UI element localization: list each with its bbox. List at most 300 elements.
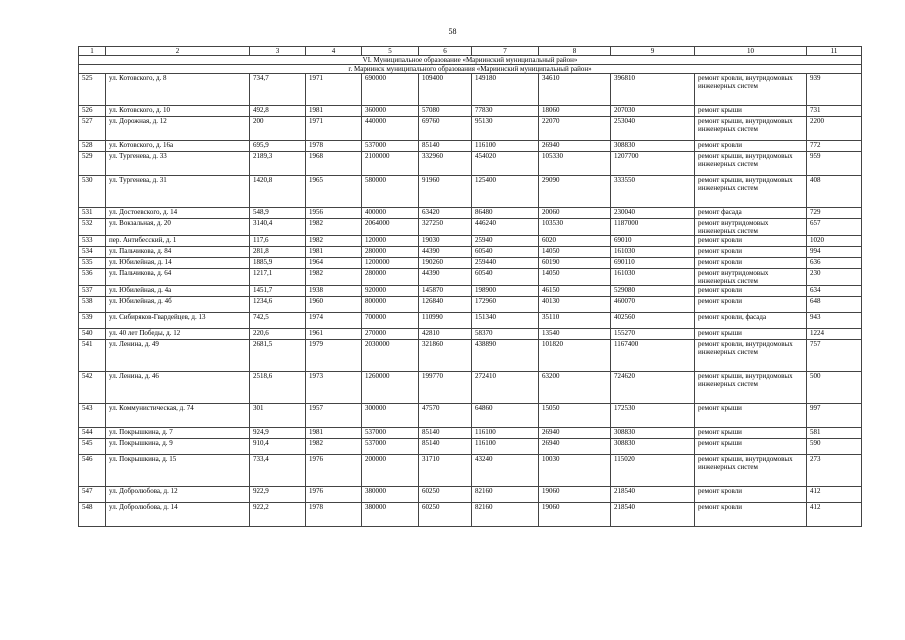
address: ул. Котовского, д. 8: [106, 74, 250, 106]
col-num: 8: [539, 47, 611, 56]
year-built: 1982: [306, 269, 362, 286]
cost-col-7: 151340: [472, 313, 539, 329]
row-number: 536: [79, 269, 106, 286]
cost-col-9: 1187000: [611, 219, 695, 236]
cost-per-unit: 959: [807, 152, 862, 176]
repair-type: ремонт внутридомовых инженерных систем: [695, 269, 807, 286]
area: 548,9: [250, 208, 306, 219]
cost-col-8: 13540: [539, 329, 611, 340]
year-built: 1976: [306, 487, 362, 503]
area: 492,8: [250, 106, 306, 117]
cost-col-8: 101820: [539, 340, 611, 372]
cost-per-unit: 412: [807, 487, 862, 503]
cost-col-7: 259440: [472, 258, 539, 269]
repair-type: ремонт крыши, внутридомовых инженерных систем: [695, 117, 807, 141]
cost-col-9: 402560: [611, 313, 695, 329]
total-cost: 800000: [362, 297, 419, 313]
year-built: 1982: [306, 219, 362, 236]
cost-col-7: 64860: [472, 404, 539, 428]
year-built: 1971: [306, 74, 362, 106]
total-cost: 700000: [362, 313, 419, 329]
cost-per-unit: 273: [807, 455, 862, 487]
cost-col-8: 29090: [539, 176, 611, 208]
cost-col-9: 172530: [611, 404, 695, 428]
cost-col-8: 10030: [539, 455, 611, 487]
table-row: [79, 340, 862, 372]
address: ул. Юбилейная, д. 4а: [106, 286, 250, 297]
address: ул. Пальчикова, д. 64: [106, 269, 250, 286]
column-number-row: [79, 47, 862, 56]
row-number: 541: [79, 340, 106, 372]
row-number: 529: [79, 152, 106, 176]
row-number: 543: [79, 404, 106, 428]
cost-col-8: 18060: [539, 106, 611, 117]
cost-col-7: 58370: [472, 329, 539, 340]
year-built: 1974: [306, 313, 362, 329]
cost-col-9: 161030: [611, 247, 695, 258]
cost-col-8: 35110: [539, 313, 611, 329]
repair-type: ремонт кровли, внутридомовых инженерных систем: [695, 74, 807, 106]
cost-col-7: 125400: [472, 176, 539, 208]
repair-type: ремонт крыши: [695, 106, 807, 117]
cost-per-unit: 648: [807, 297, 862, 313]
cost-col-8: 46150: [539, 286, 611, 297]
table-row: [79, 208, 862, 219]
cost-per-unit: 757: [807, 340, 862, 372]
address: ул. 40 лет Победы, д. 12: [106, 329, 250, 340]
year-built: 1973: [306, 372, 362, 404]
year-built: 1981: [306, 428, 362, 439]
col-num: 1: [79, 47, 106, 56]
total-cost: 200000: [362, 455, 419, 487]
cost-col-9: 230040: [611, 208, 695, 219]
cost-col-6: 42810: [419, 329, 472, 340]
table-row: [79, 487, 862, 503]
col-num: 9: [611, 47, 695, 56]
table-row: [79, 503, 862, 527]
subsection-title: г. Мариинск муниципального образования «Мариинский муниципальный район»: [79, 65, 862, 74]
row-number: 527: [79, 117, 106, 141]
address: ул. Пальчикова, д. 84: [106, 247, 250, 258]
address: ул. Тургенева, д. 31: [106, 176, 250, 208]
area: 695,9: [250, 141, 306, 152]
table-row: [79, 236, 862, 247]
cost-col-8: 14050: [539, 247, 611, 258]
repair-type: ремонт кровли: [695, 286, 807, 297]
cost-col-7: 77830: [472, 106, 539, 117]
cost-col-9: 161030: [611, 269, 695, 286]
col-num: 11: [807, 47, 862, 56]
col-num: 5: [362, 47, 419, 56]
address: ул. Добролюбова, д. 12: [106, 487, 250, 503]
cost-col-9: 308830: [611, 141, 695, 152]
table-row: [79, 247, 862, 258]
cost-col-9: 115020: [611, 455, 695, 487]
cost-col-6: 85140: [419, 428, 472, 439]
cost-col-6: 145870: [419, 286, 472, 297]
cost-col-7: 116100: [472, 439, 539, 455]
row-number: 539: [79, 313, 106, 329]
cost-col-9: 396810: [611, 74, 695, 106]
table-row: [79, 176, 862, 208]
address: ул. Сибиряков-Гвардейцев, д. 13: [106, 313, 250, 329]
total-cost: 2064000: [362, 219, 419, 236]
page-number: 58: [448, 27, 457, 36]
year-built: 1938: [306, 286, 362, 297]
year-built: 1978: [306, 141, 362, 152]
year-built: 1965: [306, 176, 362, 208]
cost-col-8: 34610: [539, 74, 611, 106]
cost-col-7: 198900: [472, 286, 539, 297]
address: пер. Антибесский, д. 1: [106, 236, 250, 247]
cost-col-9: 155270: [611, 329, 695, 340]
cost-col-7: 454020: [472, 152, 539, 176]
row-number: 538: [79, 297, 106, 313]
area: 2189,3: [250, 152, 306, 176]
repair-type: ремонт крыши, внутридомовых инженерных систем: [695, 152, 807, 176]
area: 117,6: [250, 236, 306, 247]
row-number: 537: [79, 286, 106, 297]
cost-col-9: 529080: [611, 286, 695, 297]
cost-col-7: 25940: [472, 236, 539, 247]
cost-col-7: 86480: [472, 208, 539, 219]
cost-per-unit: 634: [807, 286, 862, 297]
cost-col-7: 149180: [472, 74, 539, 106]
cost-col-6: 109400: [419, 74, 472, 106]
cost-per-unit: 1224: [807, 329, 862, 340]
address: ул. Добролюбова, д. 14: [106, 503, 250, 527]
table-row: [79, 152, 862, 176]
area: 922,2: [250, 503, 306, 527]
repair-type: ремонт кровли: [695, 297, 807, 313]
total-cost: 2030000: [362, 340, 419, 372]
total-cost: 2100000: [362, 152, 419, 176]
table-row: [79, 329, 862, 340]
year-built: 1981: [306, 106, 362, 117]
cost-col-7: 172960: [472, 297, 539, 313]
area: 301: [250, 404, 306, 428]
address: ул. Юбилейная, д. 14: [106, 258, 250, 269]
table-row: [79, 141, 862, 152]
row-number: 532: [79, 219, 106, 236]
row-number: 548: [79, 503, 106, 527]
cost-col-7: 60540: [472, 247, 539, 258]
row-number: 546: [79, 455, 106, 487]
cost-per-unit: 657: [807, 219, 862, 236]
area: 200: [250, 117, 306, 141]
repair-type: ремонт крыши: [695, 428, 807, 439]
cost-col-9: 69010: [611, 236, 695, 247]
col-num: 6: [419, 47, 472, 56]
cost-col-9: 333550: [611, 176, 695, 208]
area: 1420,8: [250, 176, 306, 208]
table-row: [79, 428, 862, 439]
table-row: [79, 117, 862, 141]
repair-type: ремонт кровли, внутридомовых инженерных систем: [695, 340, 807, 372]
table-row: [79, 372, 862, 404]
total-cost: 380000: [362, 503, 419, 527]
cost-col-8: 19060: [539, 503, 611, 527]
cost-col-7: 116100: [472, 428, 539, 439]
repair-type: ремонт крыши: [695, 329, 807, 340]
address: ул. Тургенева, д. 33: [106, 152, 250, 176]
total-cost: 537000: [362, 141, 419, 152]
cost-col-9: 308830: [611, 428, 695, 439]
table-row: [79, 106, 862, 117]
row-number: 535: [79, 258, 106, 269]
cost-per-unit: 581: [807, 428, 862, 439]
col-num: 2: [106, 47, 250, 56]
area: 2681,5: [250, 340, 306, 372]
address: ул. Покрышкина, д. 7: [106, 428, 250, 439]
area: 733,4: [250, 455, 306, 487]
cost-col-8: 105330: [539, 152, 611, 176]
area: 3140,4: [250, 219, 306, 236]
cost-col-7: 82160: [472, 487, 539, 503]
cost-col-8: 15050: [539, 404, 611, 428]
total-cost: 120000: [362, 236, 419, 247]
cost-col-6: 69760: [419, 117, 472, 141]
cost-col-8: 60190: [539, 258, 611, 269]
cost-col-6: 332960: [419, 152, 472, 176]
area: 281,8: [250, 247, 306, 258]
cost-per-unit: 1020: [807, 236, 862, 247]
cost-col-9: 724620: [611, 372, 695, 404]
total-cost: 280000: [362, 247, 419, 258]
repair-type: ремонт крыши, внутридомовых инженерных систем: [695, 455, 807, 487]
table-row: [79, 74, 862, 106]
col-num: 10: [695, 47, 807, 56]
cost-per-unit: 943: [807, 313, 862, 329]
area: 220,6: [250, 329, 306, 340]
cost-col-9: 308830: [611, 439, 695, 455]
address: ул. Покрышкина, д. 15: [106, 455, 250, 487]
address: ул. Котовского, д. 10: [106, 106, 250, 117]
total-cost: 580000: [362, 176, 419, 208]
cost-col-9: 460070: [611, 297, 695, 313]
cost-col-6: 31710: [419, 455, 472, 487]
cost-col-8: 26940: [539, 428, 611, 439]
cost-col-6: 327250: [419, 219, 472, 236]
cost-col-7: 95130: [472, 117, 539, 141]
row-number: 545: [79, 439, 106, 455]
address: ул. Дорожная, д. 12: [106, 117, 250, 141]
table-row: [79, 404, 862, 428]
address: ул. Вокзальная, д. 20: [106, 219, 250, 236]
cost-col-8: 14050: [539, 269, 611, 286]
table-row: [79, 439, 862, 455]
repair-type: ремонт крыши, внутридомовых инженерных систем: [695, 176, 807, 208]
table-row: [79, 297, 862, 313]
cost-col-8: 103530: [539, 219, 611, 236]
area: 734,7: [250, 74, 306, 106]
cost-col-9: 1167400: [611, 340, 695, 372]
address: ул. Ленина, д. 49: [106, 340, 250, 372]
row-number: 533: [79, 236, 106, 247]
cost-col-6: 321860: [419, 340, 472, 372]
address: ул. Юбилейная, д. 4б: [106, 297, 250, 313]
total-cost: 1260000: [362, 372, 419, 404]
year-built: 1957: [306, 404, 362, 428]
area: 1885,9: [250, 258, 306, 269]
area: 1234,6: [250, 297, 306, 313]
total-cost: 920000: [362, 286, 419, 297]
address: ул. Коммунистическая, д. 74: [106, 404, 250, 428]
table-row: [79, 286, 862, 297]
repair-type: ремонт кровли: [695, 258, 807, 269]
cost-col-8: 26940: [539, 439, 611, 455]
year-built: 1978: [306, 503, 362, 527]
cost-col-9: 218540: [611, 503, 695, 527]
cost-col-6: 85140: [419, 439, 472, 455]
table-row: [79, 313, 862, 329]
cost-col-7: 60540: [472, 269, 539, 286]
cost-col-8: 20060: [539, 208, 611, 219]
cost-col-7: 82160: [472, 503, 539, 527]
row-number: 544: [79, 428, 106, 439]
row-number: 540: [79, 329, 106, 340]
total-cost: 360000: [362, 106, 419, 117]
cost-col-8: 19060: [539, 487, 611, 503]
cost-col-9: 218540: [611, 487, 695, 503]
cost-per-unit: 997: [807, 404, 862, 428]
table-row: [79, 258, 862, 269]
cost-col-6: 126840: [419, 297, 472, 313]
row-number: 525: [79, 74, 106, 106]
row-number: 530: [79, 176, 106, 208]
year-built: 1981: [306, 247, 362, 258]
total-cost: 537000: [362, 428, 419, 439]
year-built: 1982: [306, 236, 362, 247]
repair-type: ремонт кровли: [695, 503, 807, 527]
total-cost: 400000: [362, 208, 419, 219]
cost-col-6: 63420: [419, 208, 472, 219]
col-num: 7: [472, 47, 539, 56]
cost-col-7: 272410: [472, 372, 539, 404]
cost-col-6: 91960: [419, 176, 472, 208]
address: ул. Ленина, д. 46: [106, 372, 250, 404]
cost-col-7: 446240: [472, 219, 539, 236]
cost-col-8: 26940: [539, 141, 611, 152]
cost-col-6: 199770: [419, 372, 472, 404]
area: 910,4: [250, 439, 306, 455]
cost-per-unit: 230: [807, 269, 862, 286]
cost-col-6: 190260: [419, 258, 472, 269]
cost-per-unit: 590: [807, 439, 862, 455]
area: 1451,7: [250, 286, 306, 297]
cost-col-9: 690110: [611, 258, 695, 269]
cost-per-unit: 412: [807, 503, 862, 527]
cost-col-7: 43240: [472, 455, 539, 487]
total-cost: 300000: [362, 404, 419, 428]
section-title-row: [79, 56, 862, 65]
cost-col-9: 253040: [611, 117, 695, 141]
col-num: 4: [306, 47, 362, 56]
cost-per-unit: 994: [807, 247, 862, 258]
cost-per-unit: 500: [807, 372, 862, 404]
address: ул. Покрышкина, д. 9: [106, 439, 250, 455]
row-number: 534: [79, 247, 106, 258]
cost-col-8: 22070: [539, 117, 611, 141]
area: 922,9: [250, 487, 306, 503]
repair-type: ремонт кровли: [695, 141, 807, 152]
cost-col-6: 44390: [419, 269, 472, 286]
repair-type: ремонт фасада: [695, 208, 807, 219]
cost-per-unit: 2200: [807, 117, 862, 141]
year-built: 1960: [306, 297, 362, 313]
area: 2518,6: [250, 372, 306, 404]
table-row: [79, 269, 862, 286]
year-built: 1982: [306, 439, 362, 455]
year-built: 1971: [306, 117, 362, 141]
year-built: 1976: [306, 455, 362, 487]
capital-repair-table: [78, 46, 862, 527]
cost-col-6: 57080: [419, 106, 472, 117]
cost-per-unit: 408: [807, 176, 862, 208]
row-number: 547: [79, 487, 106, 503]
cost-col-6: 60250: [419, 487, 472, 503]
year-built: 1964: [306, 258, 362, 269]
cost-per-unit: 731: [807, 106, 862, 117]
table-row: [79, 219, 862, 236]
total-cost: 690000: [362, 74, 419, 106]
cost-col-7: 116100: [472, 141, 539, 152]
row-number: 531: [79, 208, 106, 219]
cost-col-6: 44390: [419, 247, 472, 258]
repair-type: ремонт кровли, фасада: [695, 313, 807, 329]
cost-col-9: 207030: [611, 106, 695, 117]
row-number: 528: [79, 141, 106, 152]
col-num: 3: [250, 47, 306, 56]
area: 742,5: [250, 313, 306, 329]
area: 1217,1: [250, 269, 306, 286]
cost-per-unit: 939: [807, 74, 862, 106]
cost-col-6: 19030: [419, 236, 472, 247]
total-cost: 270000: [362, 329, 419, 340]
repair-type: ремонт внутридомовых инженерных систем: [695, 219, 807, 236]
row-number: 542: [79, 372, 106, 404]
cost-per-unit: 772: [807, 141, 862, 152]
cost-col-6: 110990: [419, 313, 472, 329]
repair-type: ремонт кровли: [695, 236, 807, 247]
address: ул. Достоевского, д. 14: [106, 208, 250, 219]
cost-per-unit: 729: [807, 208, 862, 219]
row-number: 526: [79, 106, 106, 117]
area: 924,9: [250, 428, 306, 439]
table-row: [79, 455, 862, 487]
section-title: VI. Муниципальное образование «Мариинский муниципальный район»: [79, 56, 862, 65]
total-cost: 537000: [362, 439, 419, 455]
cost-col-8: 40130: [539, 297, 611, 313]
cost-col-7: 438890: [472, 340, 539, 372]
year-built: 1961: [306, 329, 362, 340]
address: ул. Котовского, д. 16а: [106, 141, 250, 152]
total-cost: 440000: [362, 117, 419, 141]
total-cost: 380000: [362, 487, 419, 503]
cost-col-6: 85140: [419, 141, 472, 152]
repair-type: ремонт кровли: [695, 247, 807, 258]
repair-type: ремонт крыши: [695, 404, 807, 428]
year-built: 1979: [306, 340, 362, 372]
total-cost: 1200000: [362, 258, 419, 269]
cost-col-6: 60250: [419, 503, 472, 527]
cost-col-8: 6020: [539, 236, 611, 247]
cost-col-8: 63200: [539, 372, 611, 404]
cost-col-9: 1207700: [611, 152, 695, 176]
subsection-title-row: [79, 65, 862, 74]
cost-col-6: 47570: [419, 404, 472, 428]
repair-type: ремонт крыши, внутридомовых инженерных систем: [695, 372, 807, 404]
